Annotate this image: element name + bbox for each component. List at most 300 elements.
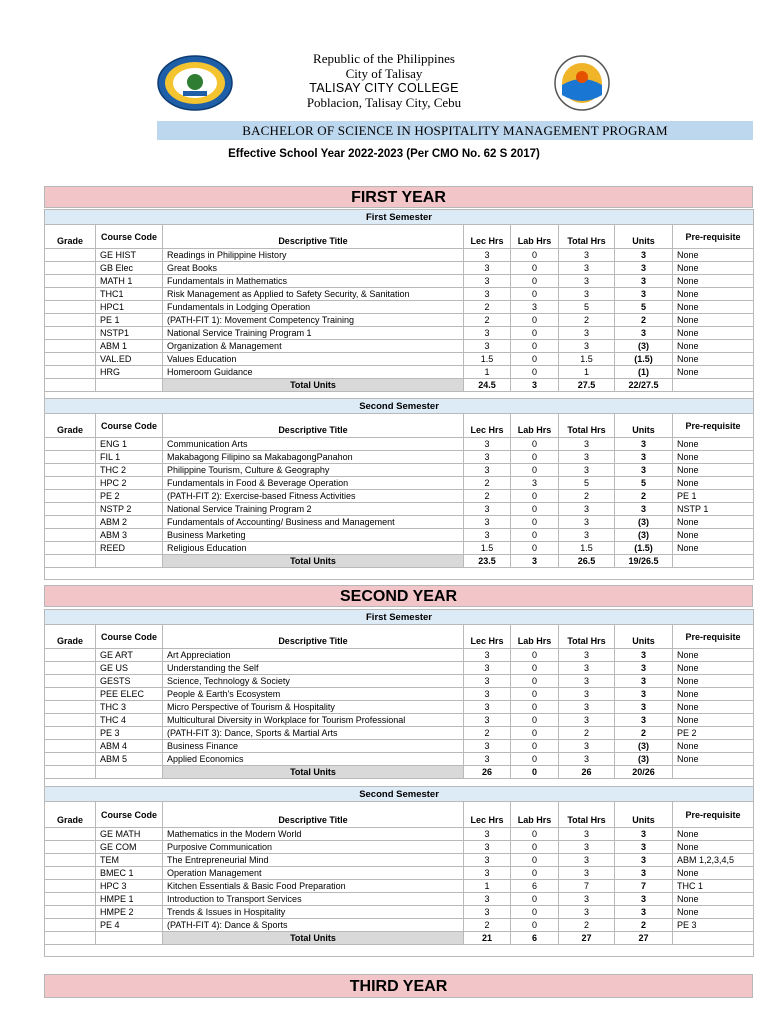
lab-hrs: 0 (511, 675, 559, 688)
lab-hrs: 0 (511, 893, 559, 906)
course-row (45, 438, 754, 451)
course-code: HMPE 2 (96, 906, 163, 919)
blank-cell (45, 932, 96, 945)
lab-hrs: 0 (511, 438, 559, 451)
blank-cell (673, 555, 754, 568)
city-seal-logo (554, 55, 610, 111)
prerequisite: None (673, 688, 754, 701)
total-hrs: 2 (559, 490, 615, 503)
prerequisite: ABM 1,2,3,4,5 (673, 854, 754, 867)
course-code: ABM 5 (96, 753, 163, 766)
grade-cell (45, 503, 96, 516)
blank-cell (45, 945, 754, 957)
lab-hrs: 0 (511, 740, 559, 753)
lab-hrs: 0 (511, 275, 559, 288)
header-line-1: Republic of the Philippines (313, 51, 455, 66)
course-row (45, 906, 754, 919)
lab-hrs: 0 (511, 906, 559, 919)
lec-hrs: 3 (464, 503, 511, 516)
total-units: 19/26.5 (615, 555, 673, 568)
units: 3 (615, 262, 673, 275)
col-code: Course Code (96, 225, 163, 249)
course-row (45, 675, 754, 688)
semester-label: Second Semester (45, 787, 754, 802)
lec-hrs: 2 (464, 314, 511, 327)
course-row (45, 688, 754, 701)
lec-hrs: 1 (464, 880, 511, 893)
total-units: 22/27.5 (615, 379, 673, 392)
grade-cell (45, 880, 96, 893)
course-code: GE US (96, 662, 163, 675)
total-hrs: 3 (559, 249, 615, 262)
grade-cell (45, 675, 96, 688)
course-row (45, 503, 754, 516)
course-row (45, 464, 754, 477)
grade-cell (45, 451, 96, 464)
course-title: Kitchen Essentials & Basic Food Preparation (163, 880, 464, 893)
grade-cell (45, 353, 96, 366)
course-code: THC1 (96, 288, 163, 301)
grade-cell (45, 529, 96, 542)
total-hrs: 3 (559, 893, 615, 906)
course-code: HPC1 (96, 301, 163, 314)
lec-hrs: 3 (464, 701, 511, 714)
units: 3 (615, 867, 673, 880)
course-row (45, 542, 754, 555)
semester-label: First Semester (45, 610, 754, 625)
total-hrs: 3 (559, 740, 615, 753)
document-header (0, 0, 768, 120)
total-hrs: 3 (559, 662, 615, 675)
units: (1.5) (615, 353, 673, 366)
grade-cell (45, 727, 96, 740)
first-year-heading: FIRST YEAR (44, 186, 753, 208)
total-hrs: 1 (559, 366, 615, 379)
lab-hrs: 0 (511, 366, 559, 379)
total-lec: 21 (464, 932, 511, 945)
total-hrs: 3 (559, 516, 615, 529)
prerequisite: None (673, 906, 754, 919)
course-title: Multicultural Diversity in Workplace for Tourism Professional (163, 714, 464, 727)
course-title: Risk Management as Applied to Safety Security, & Sanitation (163, 288, 464, 301)
units: 3 (615, 701, 673, 714)
units: 3 (615, 906, 673, 919)
course-title: Great Books (163, 262, 464, 275)
course-row (45, 288, 754, 301)
lab-hrs: 0 (511, 867, 559, 880)
lec-hrs: 3 (464, 675, 511, 688)
lab-hrs: 0 (511, 516, 559, 529)
lab-hrs: 0 (511, 464, 559, 477)
course-title: National Service Training Program 2 (163, 503, 464, 516)
course-row (45, 880, 754, 893)
lab-hrs: 0 (511, 727, 559, 740)
units: 3 (615, 649, 673, 662)
total-hrs: 3 (559, 688, 615, 701)
total-hrs: 3 (559, 464, 615, 477)
total-hrs: 7 (559, 880, 615, 893)
prerequisite: None (673, 262, 754, 275)
y2-first-semester-table (44, 609, 753, 791)
course-title: Understanding the Self (163, 662, 464, 675)
course-title: (PATH-FIT 1): Movement Competency Training (163, 314, 464, 327)
prerequisite: None (673, 249, 754, 262)
prerequisite: None (673, 327, 754, 340)
lab-hrs: 0 (511, 490, 559, 503)
grade-cell (45, 753, 96, 766)
course-title: Fundamentals in Mathematics (163, 275, 464, 288)
units: 3 (615, 841, 673, 854)
course-row (45, 919, 754, 932)
semester-label: First Semester (45, 210, 754, 225)
course-code: HPC 2 (96, 477, 163, 490)
lec-hrs: 2 (464, 919, 511, 932)
total-hrs: 5 (559, 477, 615, 490)
course-code: GE ART (96, 649, 163, 662)
prerequisite: PE 1 (673, 490, 754, 503)
lab-hrs: 0 (511, 262, 559, 275)
lab-hrs: 0 (511, 529, 559, 542)
prerequisite: None (673, 542, 754, 555)
lec-hrs: 3 (464, 828, 511, 841)
lec-hrs: 1.5 (464, 353, 511, 366)
units: (3) (615, 753, 673, 766)
grade-cell (45, 854, 96, 867)
prerequisite: None (673, 649, 754, 662)
col-title: Descriptive Title (163, 802, 464, 828)
units: 3 (615, 438, 673, 451)
lec-hrs: 3 (464, 262, 511, 275)
total-hrs: 3 (559, 649, 615, 662)
units: 3 (615, 688, 673, 701)
total-hrs: 2 (559, 314, 615, 327)
course-code: ABM 4 (96, 740, 163, 753)
total-units-label: Total Units (163, 379, 464, 392)
course-title: Art Appreciation (163, 649, 464, 662)
lec-hrs: 3 (464, 662, 511, 675)
total-hrs: 26.5 (559, 555, 615, 568)
lec-hrs: 3 (464, 906, 511, 919)
prerequisite: None (673, 714, 754, 727)
course-code: FIL 1 (96, 451, 163, 464)
col-grade: Grade (45, 225, 96, 249)
course-code: PE 1 (96, 314, 163, 327)
course-code: GESTS (96, 675, 163, 688)
col-total: Total Hrs (559, 625, 615, 649)
units: 3 (615, 662, 673, 675)
col-grade: Grade (45, 802, 96, 828)
col-total: Total Hrs (559, 802, 615, 828)
lab-hrs: 0 (511, 701, 559, 714)
course-code: THC 4 (96, 714, 163, 727)
grade-cell (45, 906, 96, 919)
total-hrs: 3 (559, 451, 615, 464)
program-title: BACHELOR OF SCIENCE IN HOSPITALITY MANAGEMENT PROGRAM (157, 121, 753, 140)
course-row (45, 275, 754, 288)
course-row (45, 753, 754, 766)
course-code: GE COM (96, 841, 163, 854)
col-units: Units (615, 225, 673, 249)
prerequisite: None (673, 366, 754, 379)
grade-cell (45, 649, 96, 662)
course-title: (PATH-FIT 3): Dance, Sports & Martial Arts (163, 727, 464, 740)
prerequisite: None (673, 301, 754, 314)
course-code: ABM 3 (96, 529, 163, 542)
lec-hrs: 1 (464, 366, 511, 379)
grade-cell (45, 464, 96, 477)
grade-cell (45, 919, 96, 932)
prerequisite: None (673, 529, 754, 542)
grade-cell (45, 477, 96, 490)
course-title: (PATH-FIT 4): Dance & Sports (163, 919, 464, 932)
lab-hrs: 0 (511, 451, 559, 464)
course-code: ABM 1 (96, 340, 163, 353)
course-row (45, 662, 754, 675)
prerequisite: None (673, 701, 754, 714)
total-units-row (45, 932, 754, 945)
col-lab: Lab Hrs (511, 625, 559, 649)
grade-cell (45, 490, 96, 503)
total-lab: 6 (511, 932, 559, 945)
course-code: GB Elec (96, 262, 163, 275)
third-year-heading: THIRD YEAR (44, 974, 753, 998)
col-lec: Lec Hrs (464, 225, 511, 249)
lec-hrs: 3 (464, 340, 511, 353)
units: (3) (615, 740, 673, 753)
prerequisite: THC 1 (673, 880, 754, 893)
lec-hrs: 3 (464, 753, 511, 766)
grade-cell (45, 893, 96, 906)
semester-label: Second Semester (45, 399, 754, 414)
col-lec: Lec Hrs (464, 625, 511, 649)
blank-cell (96, 379, 163, 392)
total-hrs: 1.5 (559, 542, 615, 555)
course-code: GE MATH (96, 828, 163, 841)
course-row (45, 249, 754, 262)
course-title: Micro Perspective of Tourism & Hospitality (163, 701, 464, 714)
total-hrs: 3 (559, 288, 615, 301)
col-lab: Lab Hrs (511, 414, 559, 438)
col-lab: Lab Hrs (511, 802, 559, 828)
col-grade: Grade (45, 414, 96, 438)
y1-first-semester-table (44, 209, 753, 404)
blank-cell (45, 555, 96, 568)
lab-hrs: 0 (511, 288, 559, 301)
prerequisite: None (673, 477, 754, 490)
lab-hrs: 0 (511, 714, 559, 727)
blank-cell (673, 766, 754, 779)
course-code: MATH 1 (96, 275, 163, 288)
units: 7 (615, 880, 673, 893)
course-title: Science, Technology & Society (163, 675, 464, 688)
lec-hrs: 3 (464, 438, 511, 451)
course-title: National Service Training Program 1 (163, 327, 464, 340)
grade-cell (45, 314, 96, 327)
prerequisite: None (673, 740, 754, 753)
course-title: Values Education (163, 353, 464, 366)
prerequisite: None (673, 275, 754, 288)
course-row (45, 649, 754, 662)
course-title: Organization & Management (163, 340, 464, 353)
prerequisite: None (673, 753, 754, 766)
lab-hrs: 0 (511, 340, 559, 353)
course-row (45, 867, 754, 880)
course-row (45, 327, 754, 340)
col-prereq: Pre-requisite (673, 802, 754, 828)
blank-cell (96, 766, 163, 779)
course-row (45, 490, 754, 503)
course-row (45, 353, 754, 366)
course-row (45, 301, 754, 314)
course-code: PEE ELEC (96, 688, 163, 701)
units: 3 (615, 503, 673, 516)
total-hrs: 3 (559, 675, 615, 688)
total-lec: 26 (464, 766, 511, 779)
grade-cell (45, 275, 96, 288)
grade-cell (45, 714, 96, 727)
lab-hrs: 0 (511, 353, 559, 366)
course-code: PE 3 (96, 727, 163, 740)
total-hrs: 2 (559, 919, 615, 932)
prerequisite: None (673, 314, 754, 327)
lab-hrs: 0 (511, 919, 559, 932)
total-hrs: 3 (559, 503, 615, 516)
course-row (45, 841, 754, 854)
course-title: Philippine Tourism, Culture & Geography (163, 464, 464, 477)
spacer-row (45, 568, 754, 580)
col-units: Units (615, 625, 673, 649)
units: 2 (615, 490, 673, 503)
lab-hrs: 0 (511, 649, 559, 662)
course-code: HPC 3 (96, 880, 163, 893)
units: 3 (615, 854, 673, 867)
col-title: Descriptive Title (163, 414, 464, 438)
grade-cell (45, 288, 96, 301)
units: (3) (615, 340, 673, 353)
grade-cell (45, 366, 96, 379)
prerequisite: None (673, 451, 754, 464)
course-row (45, 340, 754, 353)
total-hrs: 3 (559, 701, 615, 714)
col-title: Descriptive Title (163, 225, 464, 249)
effective-year: Effective School Year 2022-2023 (Per CMO No. 62 S 2017) (228, 148, 540, 160)
lab-hrs: 0 (511, 314, 559, 327)
total-units: 20/26 (615, 766, 673, 779)
grade-cell (45, 516, 96, 529)
lab-hrs: 0 (511, 542, 559, 555)
total-units: 27 (615, 932, 673, 945)
course-row (45, 828, 754, 841)
prerequisite: None (673, 340, 754, 353)
course-title: Applied Economics (163, 753, 464, 766)
prerequisite: None (673, 438, 754, 451)
total-hrs: 3 (559, 828, 615, 841)
total-units-label: Total Units (163, 932, 464, 945)
total-hrs: 27 (559, 932, 615, 945)
lec-hrs: 3 (464, 740, 511, 753)
units: 3 (615, 464, 673, 477)
lab-hrs: 0 (511, 841, 559, 854)
units: 3 (615, 288, 673, 301)
units: (3) (615, 516, 673, 529)
course-code: PE 2 (96, 490, 163, 503)
total-hrs: 3 (559, 327, 615, 340)
prerequisite: None (673, 841, 754, 854)
grade-cell (45, 867, 96, 880)
course-title: Business Marketing (163, 529, 464, 542)
prerequisite: NSTP 1 (673, 503, 754, 516)
course-title: Homeroom Guidance (163, 366, 464, 379)
lec-hrs: 3 (464, 249, 511, 262)
lec-hrs: 3 (464, 516, 511, 529)
course-title: Mathematics in the Modern World (163, 828, 464, 841)
blank-cell (96, 932, 163, 945)
course-row (45, 701, 754, 714)
blank-cell (45, 568, 754, 580)
prerequisite: PE 3 (673, 919, 754, 932)
grade-cell (45, 828, 96, 841)
total-hrs: 3 (559, 714, 615, 727)
prerequisite: PE 2 (673, 727, 754, 740)
col-prereq: Pre-requisite (673, 625, 754, 649)
total-hrs: 3 (559, 529, 615, 542)
grade-cell (45, 841, 96, 854)
grade-cell (45, 542, 96, 555)
col-code: Course Code (96, 414, 163, 438)
total-units-row (45, 555, 754, 568)
lec-hrs: 3 (464, 288, 511, 301)
lab-hrs: 6 (511, 880, 559, 893)
course-code: NSTP 2 (96, 503, 163, 516)
course-row (45, 727, 754, 740)
total-lab: 0 (511, 766, 559, 779)
prerequisite: None (673, 516, 754, 529)
col-units: Units (615, 414, 673, 438)
prerequisite: None (673, 867, 754, 880)
course-title: (PATH-FIT 2): Exercise-based Fitness Activities (163, 490, 464, 503)
blank-cell (96, 555, 163, 568)
col-code: Course Code (96, 625, 163, 649)
prerequisite: None (673, 828, 754, 841)
course-row (45, 854, 754, 867)
lec-hrs: 3 (464, 649, 511, 662)
col-total: Total Hrs (559, 414, 615, 438)
spacer-row (45, 945, 754, 957)
header-line-2: City of Talisay (345, 65, 423, 81)
total-hrs: 3 (559, 438, 615, 451)
course-row (45, 740, 754, 753)
blank-cell (45, 766, 96, 779)
course-title: Readings in Philippine History (163, 249, 464, 262)
course-row (45, 451, 754, 464)
course-title: Introduction to Transport Services (163, 893, 464, 906)
lec-hrs: 3 (464, 451, 511, 464)
course-code: GE HIST (96, 249, 163, 262)
blank-cell (673, 379, 754, 392)
total-hrs: 3 (559, 753, 615, 766)
course-row (45, 477, 754, 490)
lab-hrs: 0 (511, 688, 559, 701)
units: (1.5) (615, 542, 673, 555)
col-lab: Lab Hrs (511, 225, 559, 249)
units: 3 (615, 327, 673, 340)
units: 3 (615, 714, 673, 727)
lec-hrs: 2 (464, 477, 511, 490)
col-total: Total Hrs (559, 225, 615, 249)
total-lec: 23.5 (464, 555, 511, 568)
total-hrs: 3 (559, 906, 615, 919)
units: 5 (615, 301, 673, 314)
